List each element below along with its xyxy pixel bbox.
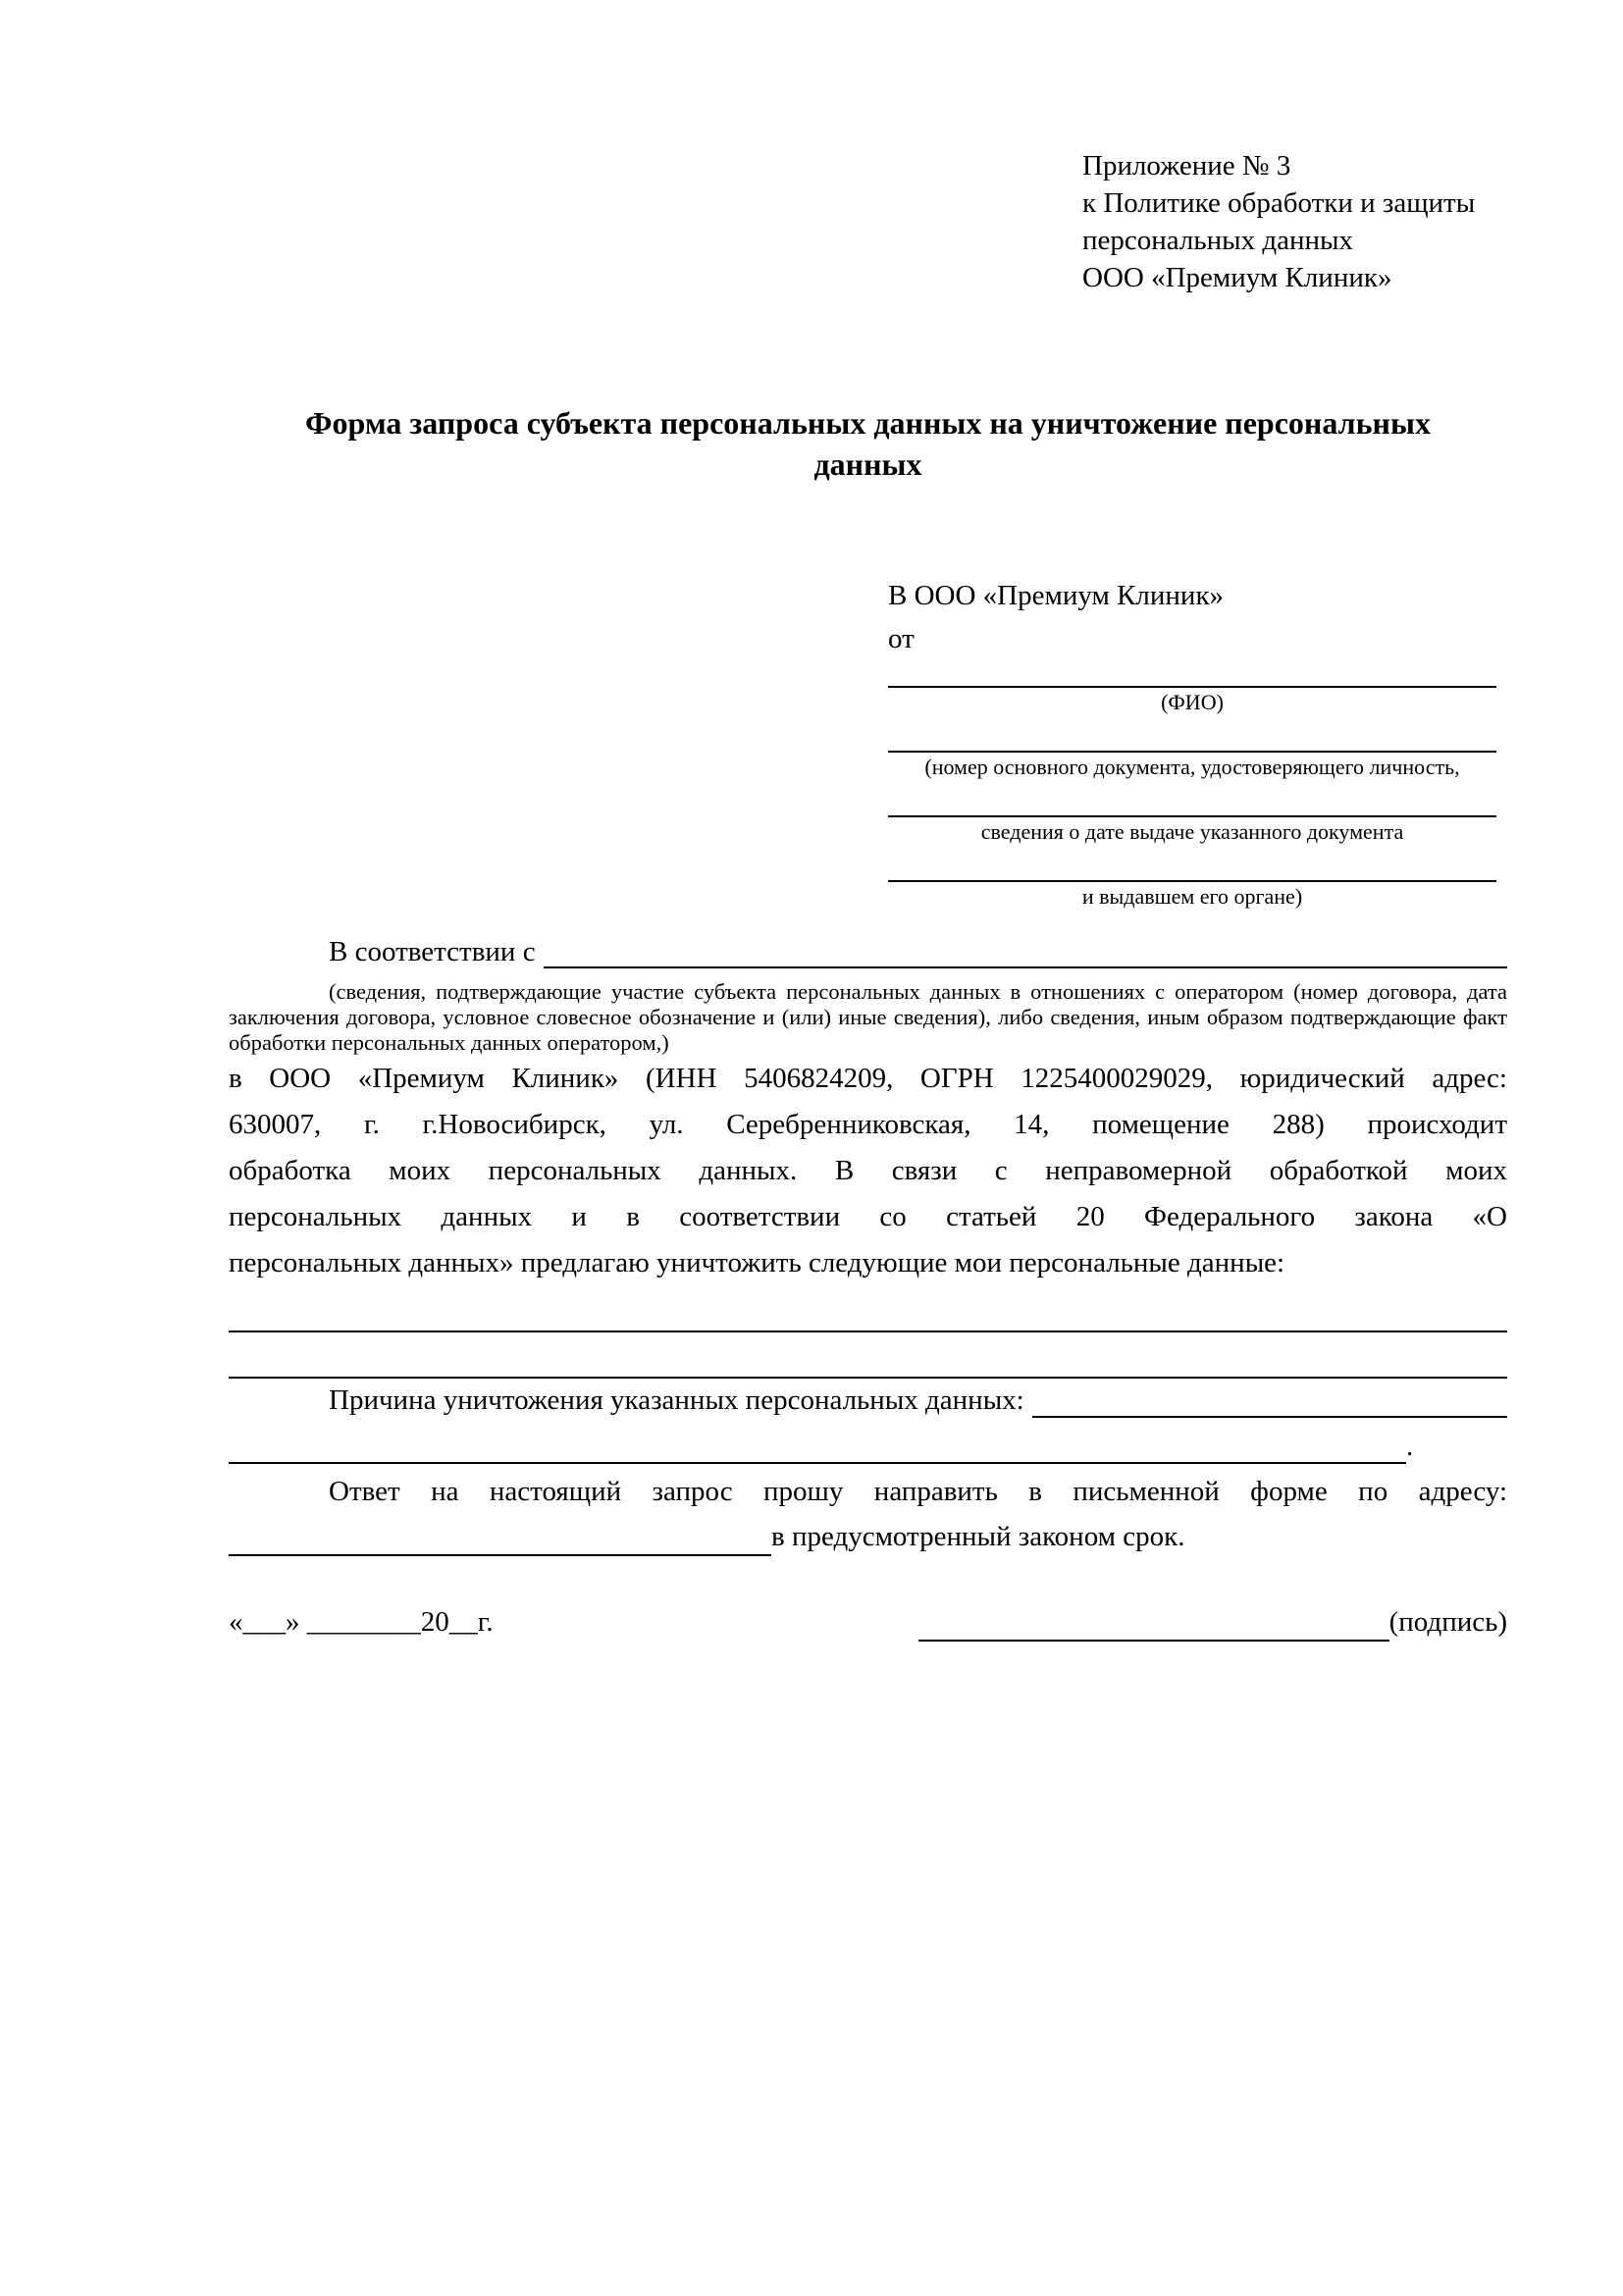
document-title xyxy=(229,402,1507,485)
body-paragraph xyxy=(229,1056,1507,1286)
accordance-row xyxy=(229,930,1507,975)
accordance-note-line: обработки персональных данных оператором,) xyxy=(229,1030,669,1055)
appendix-note-line: к Политике обработки и защиты xyxy=(1082,187,1476,219)
issuing-authority-caption: и выдавшем его органе) xyxy=(1081,884,1303,909)
appendix-note-line: персональных данных xyxy=(1082,225,1354,256)
addressee-from-label: от xyxy=(888,623,915,654)
accordance-blank-line xyxy=(544,930,1507,968)
reason-row xyxy=(229,1379,1507,1425)
response-address-row xyxy=(229,1515,1507,1561)
body-paragraph-line: обработка моих персональных данных. В связи с неправомерной обработкой моих xyxy=(229,1155,1507,1186)
addressee-organization: В ООО «Премиум Клиник» xyxy=(888,580,1225,611)
appendix-note-line: ООО «Премиум Клиник» xyxy=(1082,262,1392,293)
fio-caption: (ФИО) xyxy=(1161,690,1224,714)
document-title-text: Форма запроса субъекта персональных данных на уничтожение персональных данных xyxy=(305,405,1431,482)
document-number-blank-line xyxy=(888,715,1496,753)
body-paragraph-line: в ООО «Премиум Клиник» (ИНН 5406824209, ОГРН 1225400029029, юридический адрес: xyxy=(229,1063,1507,1094)
issue-date-caption: сведения о дате выдаче указанного документа xyxy=(980,819,1404,844)
accordance-label: В соответствии с xyxy=(329,936,536,967)
reason-blank-line xyxy=(1032,1379,1507,1418)
signature-blank-line xyxy=(918,1600,1389,1642)
address-blank-line xyxy=(229,1515,771,1556)
reason-continuation-row xyxy=(229,1425,1507,1469)
issuing-authority-blank-line xyxy=(888,845,1496,882)
date-line: «___» ________20__г. xyxy=(229,1606,494,1638)
personal-data-blank-line xyxy=(229,1286,1507,1332)
reason-blank-line-2 xyxy=(229,1425,1406,1464)
addressee-block xyxy=(888,574,1496,910)
body-paragraph-line: персональных данных и в соответствии со статьей 20 Федерального закона «О xyxy=(229,1201,1507,1232)
appendix-note-line: Приложение № 3 xyxy=(1082,150,1291,182)
accordance-note xyxy=(229,979,1507,1056)
reason-label: Причина уничтожения указанных персональных данных: xyxy=(329,1384,1024,1416)
body-paragraph-line: 630007, г. г.Новосибирск, ул. Серебренниковская, 14, помещение 288) происходит xyxy=(229,1109,1507,1140)
body-paragraph-line: персональных данных» предлагаю уничтожить следующие мои персональные данные: xyxy=(229,1247,1285,1278)
signature-caption: (подпись) xyxy=(1388,1606,1507,1638)
date-signature-row xyxy=(229,1600,1507,1646)
document-body xyxy=(229,930,1507,1646)
issue-date-blank-line xyxy=(888,780,1496,817)
document-number-caption: (номер основного документа, удостоверяющего личность, xyxy=(924,755,1460,779)
signature-group xyxy=(918,1600,1507,1646)
accordance-note-line: (сведения, подтверждающие участие субъекта персональных данных в отношениях с оператором (номер договора, дата xyxy=(329,979,1507,1004)
response-request-line: Ответ на настоящий запрос прошу направить в письменной форме по адресу: xyxy=(329,1476,1507,1507)
fio-blank-line xyxy=(888,660,1496,688)
personal-data-blank-line xyxy=(229,1332,1507,1379)
period-character: . xyxy=(1406,1431,1414,1462)
appendix-note xyxy=(1082,147,1475,296)
accordance-note-line: заключения договора, условное словесное обозначение и (или) иные сведения), либо сведения, иным образом подтверждающие факт xyxy=(229,1005,1507,1029)
response-tail: в предусмотренный законом срок. xyxy=(771,1521,1185,1552)
